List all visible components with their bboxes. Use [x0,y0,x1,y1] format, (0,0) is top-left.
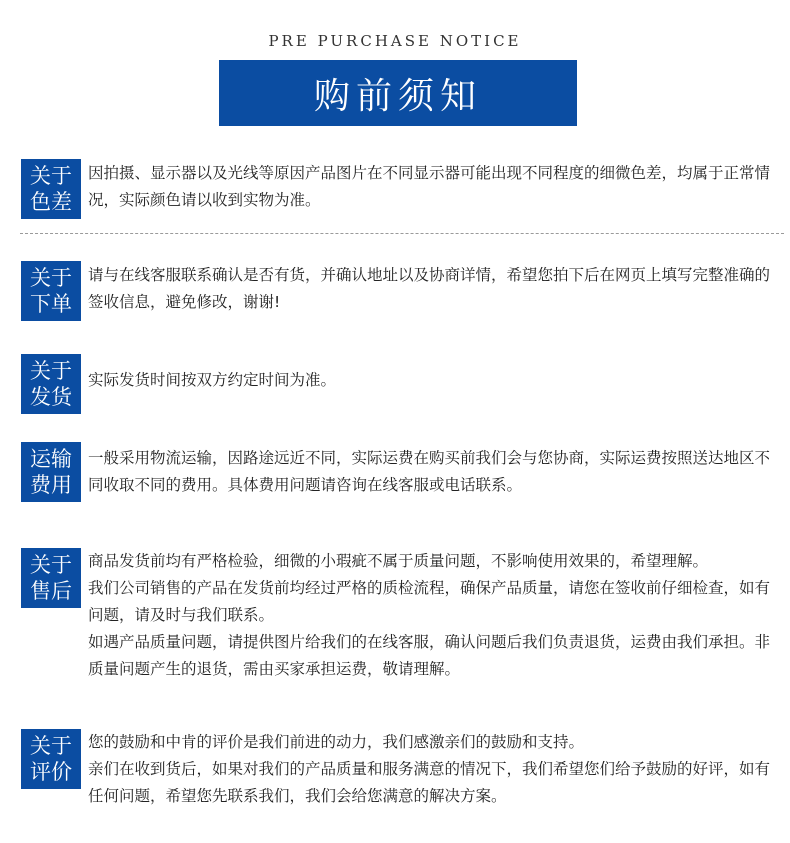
section-body [88,367,778,394]
tag-line-2: 色差 [30,190,72,214]
section-text: 请与在线客服联系确认是否有货，并确认地址以及协商详情，希望您拍下后在网页上填写完整准确的签收信息，避免修改，谢谢! [88,266,771,311]
section-tag [21,354,81,414]
section-text: 亲们在收到货后，如果对我们的产品质量和服务满意的情况下，我们希望您们给予鼓励的好评，如有任何问题，希望您先联系我们，我们会给您满意的解决方案。 [88,760,771,805]
section-text: 一般采用物流运输，因路途远近不同，实际运费在购买前我们会与您协商，实际运费按照送达地区不同收取不同的费用。具体费用问题请咨询在线客服或电话联系。 [88,449,771,494]
section-body [88,445,778,499]
section-text: 如遇产品质量问题，请提供图片给我们的在线客服，确认问题后我们负责退货，运费由我们承担。非质量问题产生的退货，需由买家承担运费，敬请理解。 [88,633,771,678]
header-eyebrow: PRE PURCHASE NOTICE [268,32,522,50]
section-tag [21,159,81,219]
section-body [88,262,778,316]
tag-line-2: 售后 [30,579,72,603]
page-title-banner [219,60,577,126]
section-text: 因拍摄、显示器以及光线等原因产品图片在不同显示器可能出现不同程度的细微色差，均属于正常情况，实际颜色请以收到实物为准。 [88,164,771,209]
tag-line-2: 发货 [30,385,72,409]
tag-line-2: 费用 [30,473,72,497]
section-body [88,729,778,810]
section-body [88,548,778,683]
tag-line-1: 关于 [30,164,72,188]
tag-line-1: 关于 [30,734,72,758]
tag-line-1: 关于 [30,266,72,290]
tag-line-1: 关于 [30,553,72,577]
section-tag [21,548,81,608]
section-text: 实际发货时间按双方约定时间为准。 [88,371,337,389]
tag-line-2: 下单 [30,292,72,316]
page-title: 购前须知 [313,75,482,117]
section-body [88,160,778,214]
tag-line-1: 关于 [30,359,72,383]
section-text: 商品发货前均有严格检验，细微的小瑕疵不属于质量问题，不影响使用效果的，希望理解。 [88,552,709,570]
section-tag [21,729,81,789]
section-text: 您的鼓励和中肯的评价是我们前进的动力，我们感激亲们的鼓励和支持。 [88,733,585,751]
tag-line-1: 运输 [30,447,72,471]
section-tag [21,442,81,502]
section-tag [21,261,81,321]
tag-line-2: 评价 [30,760,72,784]
dashed-divider [20,233,784,234]
section-text: 我们公司销售的产品在发货前均经过严格的质检流程，确保产品质量，请您在签收前仔细检查，如有问题，请及时与我们联系。 [88,579,771,624]
